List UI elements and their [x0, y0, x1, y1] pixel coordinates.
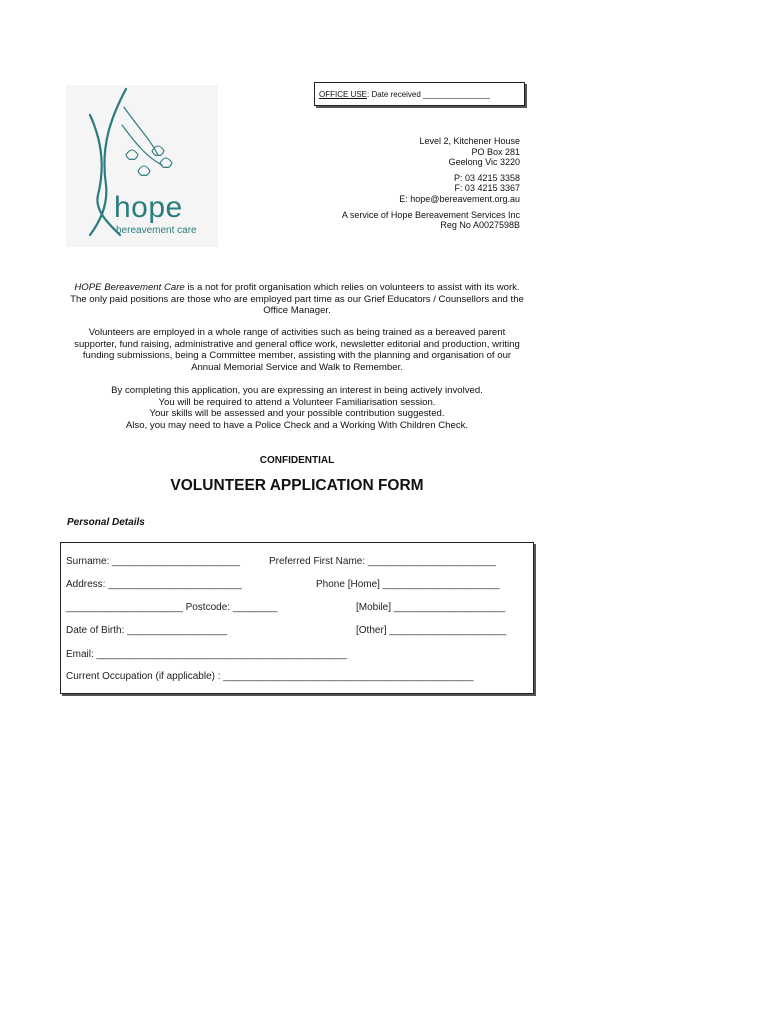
intro-paragraph-1 [68, 282, 526, 317]
intro-line: You will be required to attend a Volunteer Familiarisation session. [158, 396, 436, 408]
address-line-2: PO Box 281 [471, 146, 520, 157]
intro-line: Also, you may need to have a Police Check and a Working With Children Check. [125, 419, 469, 431]
fax-number: F: 03 4215 3367 [454, 183, 520, 194]
surname-field[interactable]: Surname: _______________________ [66, 556, 241, 567]
intro-paragraph-2: Volunteers are employed in a whole range of activities such as being trained as a bereaved parent supporter, fund raising, administrative and general office work, newsletter editorial and production, writing funding submissions, being a Committee member, assisting with the planning and organisation of our Annual Memorial Service and Walk to Remember. [74, 327, 520, 373]
occupation-field[interactable]: Current Occupation (if applicable) : _____________________________________________ [66, 671, 474, 682]
address-block [342, 136, 520, 231]
other-phone-field[interactable]: [Other] _____________________ [356, 625, 507, 636]
intro-line: By completing this application, you are expressing an interest in being actively involved. [111, 385, 483, 396]
confidential-label: CONFIDENTIAL [259, 455, 335, 466]
address-field[interactable]: Address: ________________________ [66, 579, 242, 590]
email-field[interactable]: Email: _____________________________________________ [66, 649, 347, 660]
logo-wordmark: hope [114, 191, 183, 224]
logo-subtitle: bereavement care [116, 225, 197, 236]
intro-line: Your skills will be assessed and your possible contribution suggested. [149, 408, 445, 420]
section-title-personal-details: Personal Details [67, 517, 145, 528]
org-name: HOPE Bereavement Care [74, 282, 185, 293]
registration-number: Reg No A0027598B [440, 220, 520, 231]
dob-field[interactable]: Date of Birth: __________________ [66, 625, 228, 636]
personal-details-box [60, 542, 534, 694]
office-use-label: OFFICE USE [319, 90, 368, 99]
intro-text-1: is a not for profit organisation which relies on volunteers to assist with its work. The only paid positions are those who are employed part time as our Grief Educators / Counsellors and the Office Manager. [70, 282, 524, 317]
email-address: E: hope@bereavement.org.au [399, 193, 520, 204]
address-line-1: Level 2, Kitchener House [419, 136, 520, 146]
hope-logo [66, 85, 218, 247]
phone-home-field[interactable]: Phone [Home] _____________________ [316, 579, 500, 590]
phone-number: P: 03 4215 3358 [453, 172, 520, 183]
mobile-field[interactable]: [Mobile] ____________________ [356, 602, 506, 613]
office-use-box [314, 82, 525, 106]
form-title: VOLUNTEER APPLICATION FORM [170, 477, 424, 494]
address-line-3: Geelong Vic 3220 [448, 157, 520, 168]
address-postcode-field[interactable]: _____________________ Postcode: ________ [66, 602, 278, 613]
intro-paragraph-3 [68, 385, 526, 431]
service-note: A service of Hope Bereavement Services Inc [341, 209, 520, 220]
preferred-name-field[interactable]: Preferred First Name: _______________________ [269, 556, 496, 567]
date-received-field[interactable]: : Date received _______________ [367, 90, 490, 99]
